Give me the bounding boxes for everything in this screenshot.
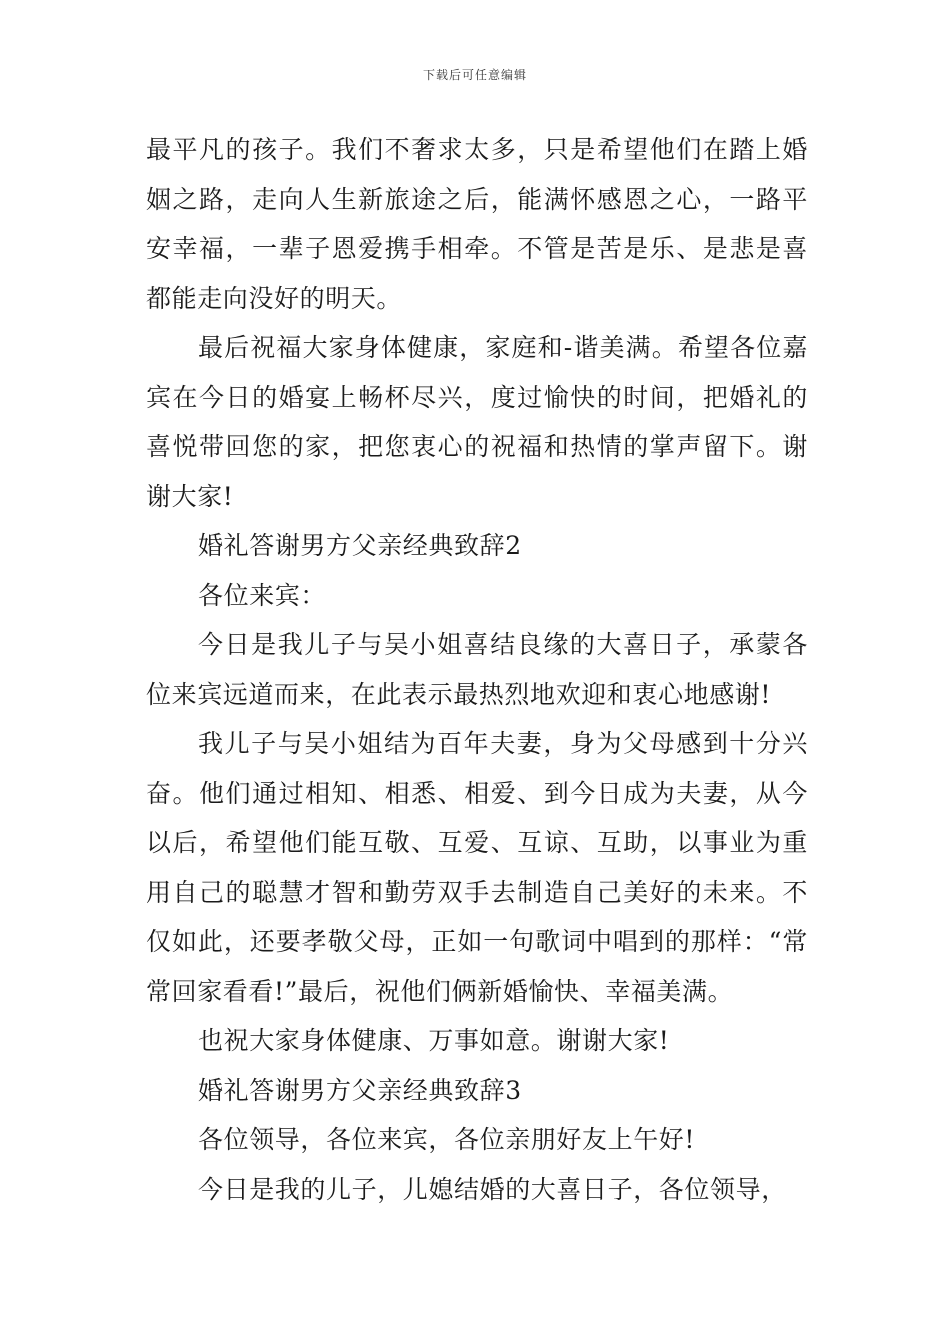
paragraph: 婚礼答谢男方父亲经典致辞3 [198, 1075, 522, 1105]
paragraph: 今日是我儿子与吴小姐喜结良缘的大喜日子，承蒙各位来宾远道而来，在此表示最热烈地欢迎和衷心地感谢! [146, 630, 808, 709]
paragraph: 各位来宾： [198, 580, 327, 610]
document-body [146, 125, 808, 1214]
paragraph: 最平凡的孩子。我们不奢求太多，只是希望他们在踏上婚姻之路，走向人生新旅途之后，能满怀感恩之心，一路平安幸福，一辈子恩爱携手相牵。不管是苦是乐、是悲是喜都能走向没好的明天。 [146, 135, 808, 313]
paragraph: 我儿子与吴小姐结为百年夫妻，身为父母感到十分兴奋。他们通过相知、相悉、相爱、到今日成为夫妻，从今以后，希望他们能互敬、互爱、互谅、互助，以事业为重用自己的聪慧才智和勤劳双手去制造自己美好的未来。不仅如此，还要孝敬父母，正如一句歌词中唱到的那样：“常常回家看看!”最后，祝他们俩新婚愉快、幸福美满。 [146, 729, 808, 1006]
paragraph: 婚礼答谢男方父亲经典致辞2 [198, 531, 522, 560]
paragraph: 最后祝福大家身体健康，家庭和-谐美满。希望各位嘉宾在今日的婚宴上畅杯尽兴，度过愉快的时间，把婚礼的喜悦带回您的家，把您衷心的祝福和热情的掌声留下。谢谢大家! [146, 333, 808, 511]
paragraph: 各位领导，各位来宾，各位亲朋好友上午好! [198, 1125, 696, 1154]
paragraph: 今日是我的儿子，儿媳结婚的大喜日子，各位领导， [198, 1174, 787, 1204]
paragraph: 也祝大家身体健康、万事如意。谢谢大家! [198, 1026, 670, 1055]
page-header: 下载后可任意编辑 [422, 68, 527, 82]
